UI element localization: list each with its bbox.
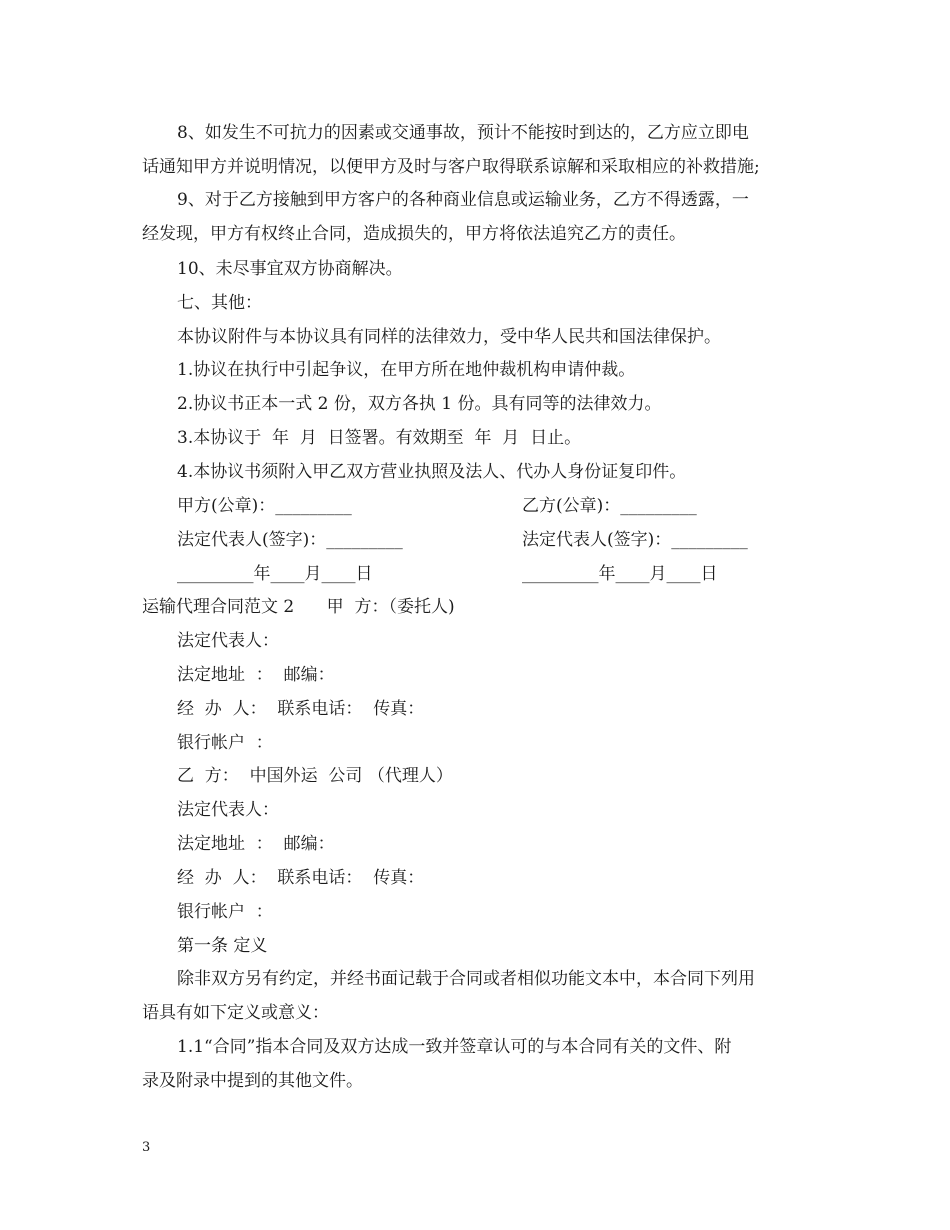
- contract-2-title: 运输代理合同范文 2 甲 方：（委托人): [142, 597, 455, 617]
- definitions-intro-line-2: 语具有如下定义或意义：: [142, 1003, 329, 1023]
- party-a-seal: 甲方(公章)：_________: [177, 496, 352, 516]
- party-b-name: 乙 方： 中国外运 公司 （代理人）: [177, 766, 453, 786]
- party-b-date: _________年____月____日: [522, 564, 718, 584]
- item-4-attachments: 4.本协议书须附入甲乙双方营业执照及法人、代办人身份证复印件。: [177, 462, 687, 482]
- clause-8-line-2: 话通知甲方并说明情况，以便甲方及时与客户取得联系谅解和采取相应的补救措施;: [142, 157, 760, 177]
- party-a-date: _________年____月____日: [177, 564, 373, 584]
- section-7-heading: 七、其他：: [177, 293, 262, 313]
- party-b-address: 法定地址 ： 邮编：: [177, 834, 335, 854]
- clause-9-line-2: 经发现，甲方有权终止合同，造成损失的，甲方将依法追究乙方的责任。: [142, 224, 686, 244]
- party-a-representative-signature: 法定代表人(签字)：_________: [177, 530, 403, 550]
- party-b-representative-signature: 法定代表人(签字)：_________: [522, 530, 748, 550]
- item-3-dates: 3.本协议于 年 月 日签署。有效期至 年 月 日止。: [177, 428, 582, 448]
- clause-8-line-1: 8、如发生不可抗力的因素或交通事故，预计不能按时到达的，乙方应立即电: [177, 123, 749, 143]
- page-number: 3: [142, 1140, 151, 1155]
- party-b-contact: 经 办 人： 联系电话： 传真：: [177, 868, 425, 888]
- definition-1-1-line-1: 1.1“合同”指本合同及双方达成一致并签章认可的与本合同有关的文件、附: [177, 1037, 732, 1057]
- party-a-address: 法定地址 ： 邮编：: [177, 665, 335, 685]
- party-b-seal: 乙方(公章)：_________: [522, 496, 697, 516]
- party-b-bank-account: 银行帐户 ：: [177, 902, 273, 922]
- clause-10: 10、未尽事宜双方协商解决。: [177, 259, 403, 279]
- clause-9-line-1: 9、对于乙方接触到甲方客户的各种商业信息或运输业务，乙方不得透露，一: [177, 190, 749, 210]
- party-b-legal-representative: 法定代表人：: [177, 800, 279, 820]
- definition-1-1-line-2: 录及附录中提到的其他文件。: [142, 1071, 363, 1091]
- party-a-bank-account: 银行帐户 ：: [177, 733, 273, 753]
- definitions-intro-line-1: 除非双方另有约定，并经书面记载于合同或者相似功能文本中，本合同下列用: [177, 969, 755, 989]
- party-a-contact: 经 办 人： 联系电话： 传真：: [177, 699, 425, 719]
- party-a-legal-representative: 法定代表人：: [177, 631, 279, 651]
- item-2-copies: 2.协议书正本一式 2 份，双方各执 1 份。具有同等的法律效力。: [177, 394, 662, 414]
- item-1-dispute: 1.协议在执行中引起争议，在甲方所在地仲裁机构申请仲裁。: [177, 360, 636, 380]
- annex-validity: 本协议附件与本协议具有同样的法律效力，受中华人民共和国法律保护。: [177, 327, 721, 347]
- article-1-heading: 第一条 定义: [177, 936, 268, 956]
